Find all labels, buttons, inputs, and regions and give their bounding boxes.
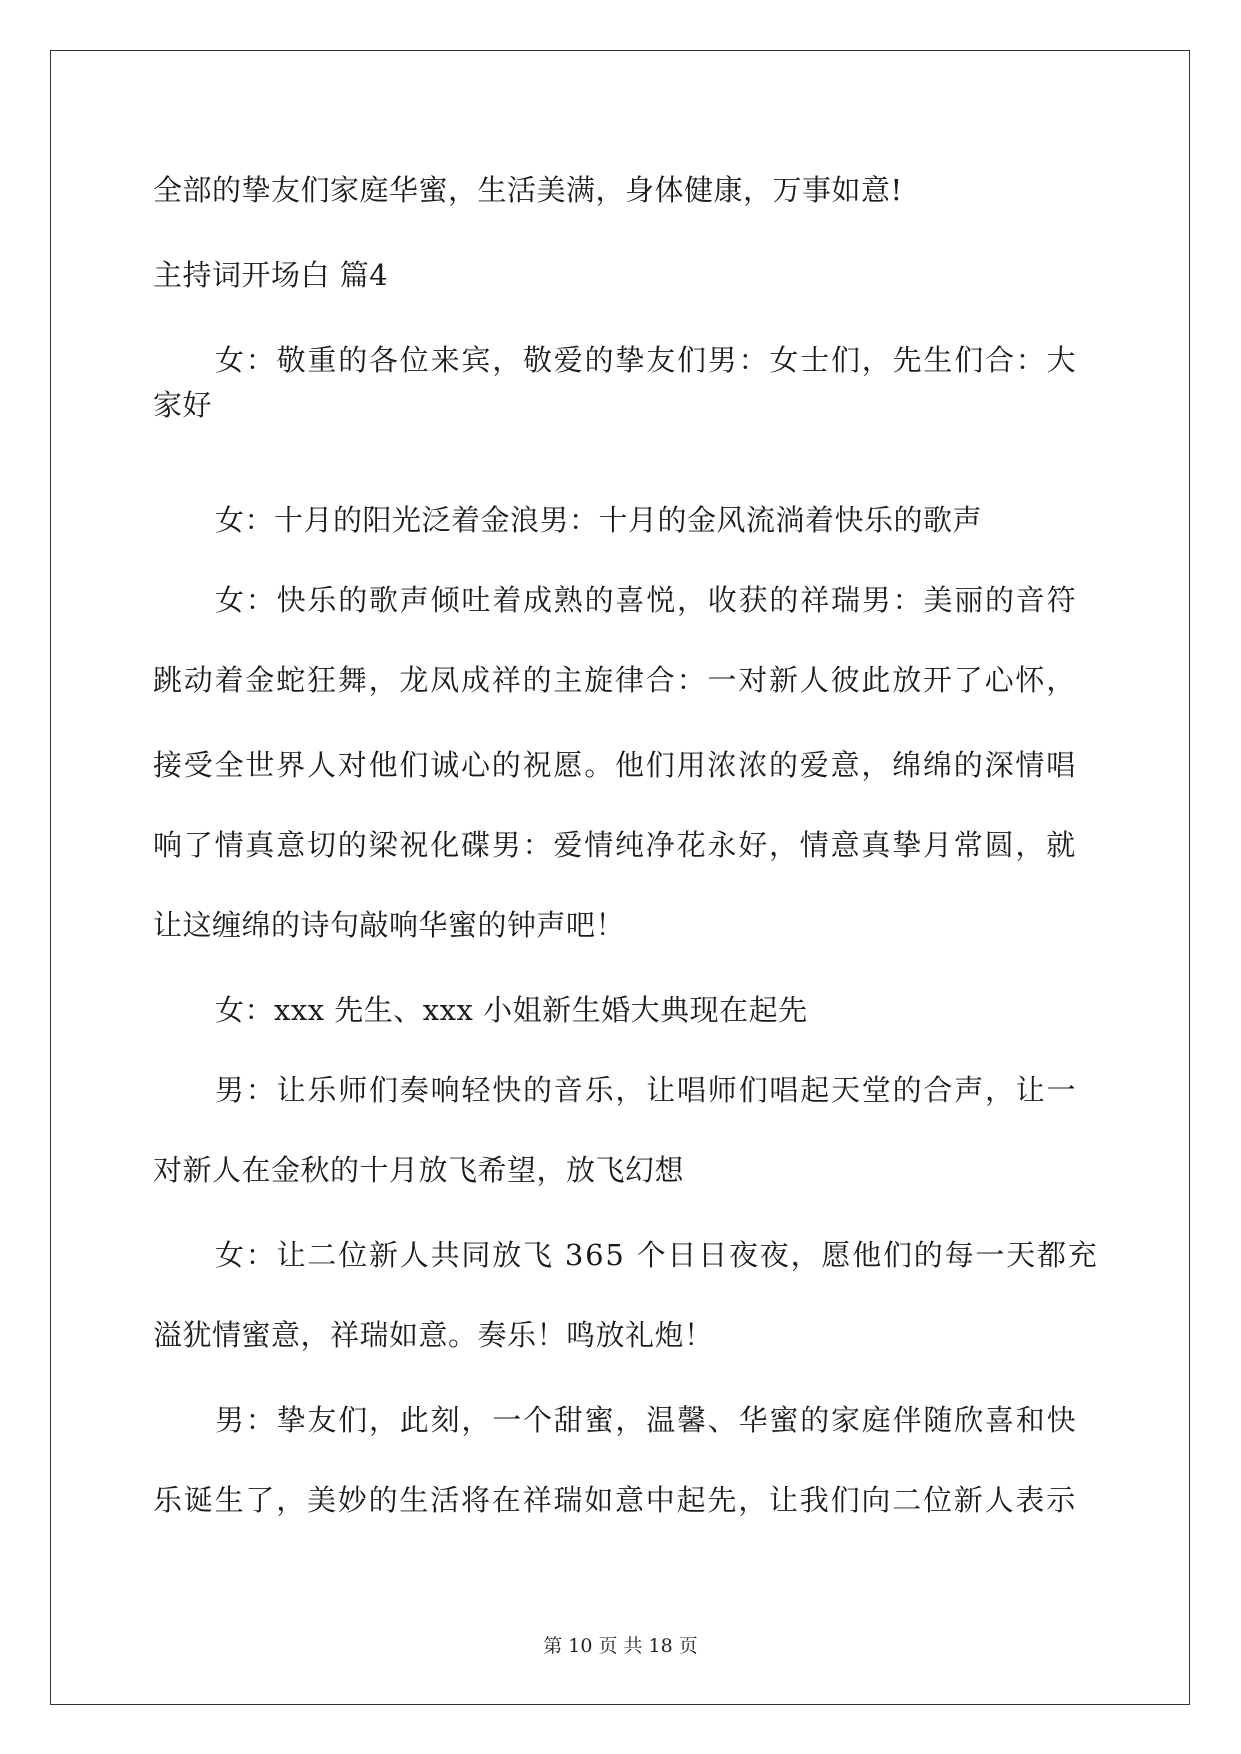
text-line: 跳动着金蛇狂舞，龙凤成祥的主旋律合：一对新人彼此放开了心怀， xyxy=(153,663,1078,697)
text-line: 男：挚友们，此刻，一个甜蜜，温馨、华蜜的家庭伴随欣喜和快 xyxy=(215,1403,1078,1437)
text-line: 女：敬重的各位来宾，敬爱的挚友们男：女士们，先生们合：大 xyxy=(215,343,1078,377)
text-line: 让这缠绵的诗句敲响华蜜的钟声吧！ xyxy=(153,908,626,942)
text-line: 女：十月的阳光泛着金浪男：十月的金风流淌着快乐的歌声 xyxy=(215,503,983,537)
text-line: 家好 xyxy=(153,388,213,422)
text-line: 乐诞生了，美妙的生活将在祥瑞如意中起先，让我们向二位新人表示 xyxy=(153,1483,1078,1517)
text-line: 溢犹情蜜意，祥瑞如意。奏乐！鸣放礼炮！ xyxy=(153,1318,714,1352)
text-line: 接受全世界人对他们诚心的祝愿。他们用浓浓的爱意，绵绵的深情唱 xyxy=(153,748,1078,782)
text-line: 对新人在金秋的十月放飞希望，放飞幻想 xyxy=(153,1153,685,1187)
text-line: 女：快乐的歌声倾吐着成熟的喜悦，收获的祥瑞男：美丽的音符 xyxy=(215,583,1078,617)
page-number-footer: 第 10 页 共 18 页 xyxy=(543,1635,698,1657)
text-line: 男：让乐师们奏响轻快的音乐，让唱师们唱起天堂的合声，让一 xyxy=(215,1073,1078,1107)
text-line: 全部的挚友们家庭华蜜，生活美满，身体健康，万事如意! xyxy=(153,173,903,207)
page-border xyxy=(50,50,1190,1705)
text-line: 女：让二位新人共同放飞 365 个日日夜夜，愿他们的每一天都充 xyxy=(215,1238,1099,1272)
text-line: 响了情真意切的梁祝化碟男：爱情纯净花永好，情意真挚月常圆，就 xyxy=(153,828,1078,862)
section-heading: 主持词开场白 篇4 xyxy=(153,258,389,292)
text-line: 女：xxx 先生、xxx 小姐新生婚大典现在起先 xyxy=(215,993,808,1027)
